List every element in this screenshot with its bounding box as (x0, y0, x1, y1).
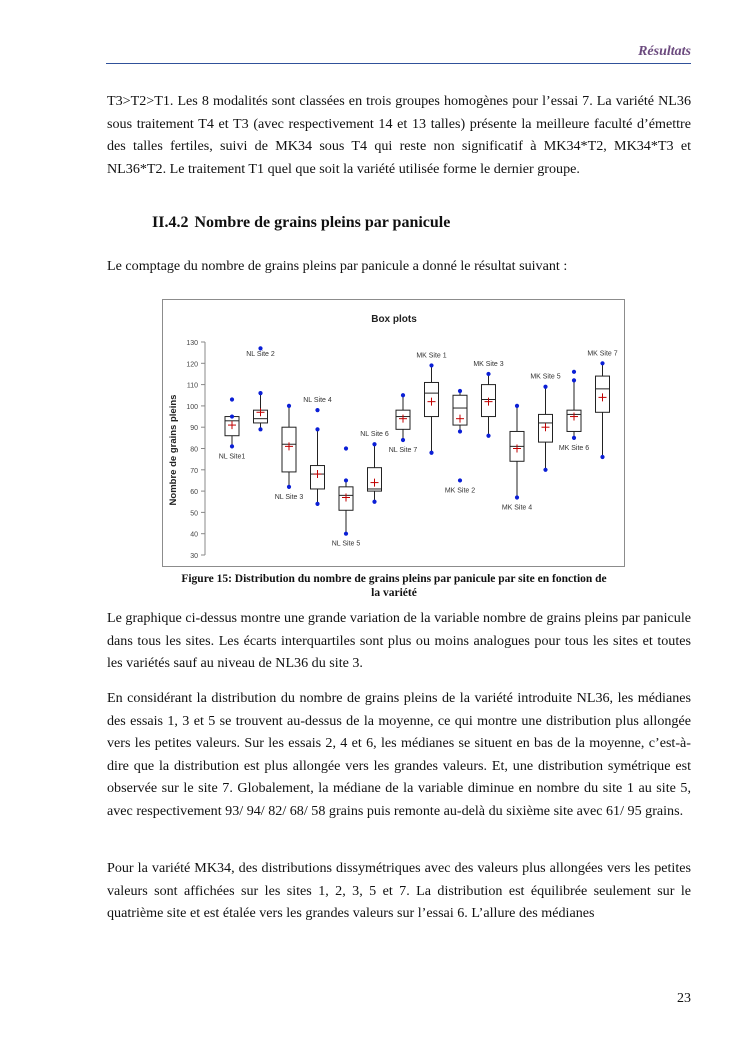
max-point (486, 372, 490, 376)
max-point (258, 391, 262, 395)
series-label: MK Site 2 (444, 487, 476, 495)
box-nl-site-7 (389, 393, 418, 454)
min-point (486, 434, 490, 438)
series-label: NL Site 2 (246, 351, 275, 358)
min-point (344, 532, 348, 536)
y-tick-label: 40 (190, 531, 198, 539)
max-point (372, 442, 376, 446)
max-point (401, 393, 405, 397)
y-tick-label: 110 (186, 382, 198, 390)
box-plot-figure (162, 299, 625, 567)
outlier-point (344, 446, 348, 450)
series-label: NL Site1 (218, 453, 246, 461)
box-mk-site-6 (559, 370, 589, 452)
outlier-point (315, 408, 319, 412)
min-point (287, 485, 291, 489)
max-point (600, 361, 604, 365)
outlier-point (258, 346, 262, 350)
series-label: NL Site 3 (274, 493, 304, 501)
section-number: II.4.2 (152, 214, 189, 231)
max-point (344, 478, 348, 482)
min-point (572, 436, 576, 440)
min-point (429, 451, 433, 455)
series-label: NL Site 5 (331, 540, 361, 548)
y-axis (186, 340, 205, 560)
series-label: NL Site 7 (388, 446, 418, 454)
y-tick-label: 80 (190, 446, 198, 454)
figure-caption (150, 572, 638, 600)
paragraph-1: T3>T2>T1. Les 8 modalités sont classées en trois groupes homogènes pour l’essai 7. La variété NL36 sous traitement T4 et T3 (avec respectivement 14 et 13 talles) présente la meilleure faculté d’émettre des talles fertiles, suivi de MK34 sous T4 qui reste non significatif à MK34*T2, MK34*T3 et NL36*T2. Le traitement T1 quel que soit la variété utilisée forme le dernier groupe. (107, 93, 691, 177)
min-point (401, 438, 405, 442)
page-number: 23 (677, 991, 691, 1006)
series-label: MK Site 5 (530, 373, 561, 381)
paragraph-2: Le graphique ci-dessus montre une grande variation de la variable nombre de grains pleins par panicule dans tous les sites. Les écarts interquartiles sont plus ou moins analogues pour tous les sites et toutes les variétés sauf au niveau de NL36 du site 3. (107, 610, 691, 671)
box-mk-site-4 (502, 404, 532, 512)
box-mk-site-5 (530, 374, 560, 472)
y-axis-label: Nombre de grains pleins (168, 394, 179, 506)
box-nl-site-4 (303, 397, 332, 506)
box-mk-site-7 (587, 350, 617, 459)
series-label: NL Site 4 (303, 397, 332, 405)
box-series (219, 346, 618, 547)
series-label: MK Site 7 (587, 350, 618, 358)
paragraph-4: Pour la variété MK34, des distributions dissymétriques avec des valeurs plus allongées vers les petites valeurs sont affichées sur les sites 1, 2, 3, 5 et 7. La distribution est équilibrée seulement sur le quatrième site et est étalée vers les grandes valeurs sur l’essai 6. L’allure des médianes (107, 860, 691, 921)
max-point (429, 363, 433, 367)
y-tick-label: 120 (186, 361, 198, 369)
series-label: MK Site 4 (501, 504, 533, 512)
section-title: Nombre de grains pleins par panicule (194, 214, 451, 231)
series-label: NL Site 6 (360, 431, 389, 439)
max-point (515, 404, 519, 408)
series-label: MK Site 6 (558, 444, 590, 452)
min-point (315, 502, 319, 506)
y-tick-label: 50 (190, 510, 198, 518)
outlier-point (230, 397, 234, 401)
max-point (287, 404, 291, 408)
y-tick-label: 90 (190, 425, 198, 433)
y-tick-label: 100 (186, 403, 198, 411)
min-point (230, 444, 234, 448)
box-mk-site-3 (473, 361, 503, 438)
series-label: MK Site 1 (416, 352, 447, 360)
outlier-point (572, 370, 576, 374)
series-label: MK Site 3 (473, 360, 504, 368)
min-point (543, 468, 547, 472)
box-mk-site-1 (416, 352, 446, 454)
y-tick-label: 130 (186, 340, 198, 347)
box-mk-site-2 (445, 389, 475, 495)
outlier-point (458, 478, 462, 482)
box-nl-site-6 (360, 431, 389, 504)
min-point (515, 495, 519, 499)
y-tick-label: 30 (190, 553, 198, 560)
intro-paragraph: Le comptage du nombre de grains pleins par panicule a donné le résultat suivant : (107, 258, 568, 274)
box-nl-site-5 (332, 446, 361, 547)
max-point (572, 378, 576, 382)
header-rule (106, 63, 691, 64)
max-point (543, 385, 547, 389)
y-tick-label: 70 (190, 467, 198, 475)
section-heading (152, 214, 456, 232)
min-point (600, 455, 604, 459)
box-nl-site-2 (246, 346, 275, 431)
min-point (458, 429, 462, 433)
box-nl-site1 (219, 397, 246, 460)
paragraph-3: En considérant la distribution du nombre de grains pleins de la variété introduite NL36, les médianes des essais 1, 3 et 5 se trouvent au-dessus de la moyenne, ce qui montre une distribution plus allongée vers les petites valeurs. Sur les essais 2, 4 et 6, les médianes se situent en bas de la moyenne, c’est-à-dire que la distribution est plus allongée vers les grandes valeurs. Et, une distribution symétrique est observée sur le site 7. Globalement, la médiane de la variable diminue en nombre du site 1 au site 5, avec respectivement 93/ 94/ 82/ 68/ 58 grains puis remonte au-delà du sixième site avec 61/ 95 grains. (107, 690, 691, 819)
max-point (315, 427, 319, 431)
chart-title: Box plots (371, 314, 417, 325)
caption-line-2: la variété (371, 587, 417, 599)
min-point (372, 500, 376, 504)
caption-line-1: Figure 15: Distribution du nombre de grains pleins par panicule par site en fonction de (181, 573, 607, 585)
y-tick-label: 60 (190, 489, 198, 497)
max-point (230, 414, 234, 418)
min-point (258, 427, 262, 431)
box-nl-site-3 (275, 404, 304, 501)
max-point (458, 389, 462, 393)
box-plot-chart (163, 300, 626, 568)
running-header: Résultats (638, 44, 691, 59)
